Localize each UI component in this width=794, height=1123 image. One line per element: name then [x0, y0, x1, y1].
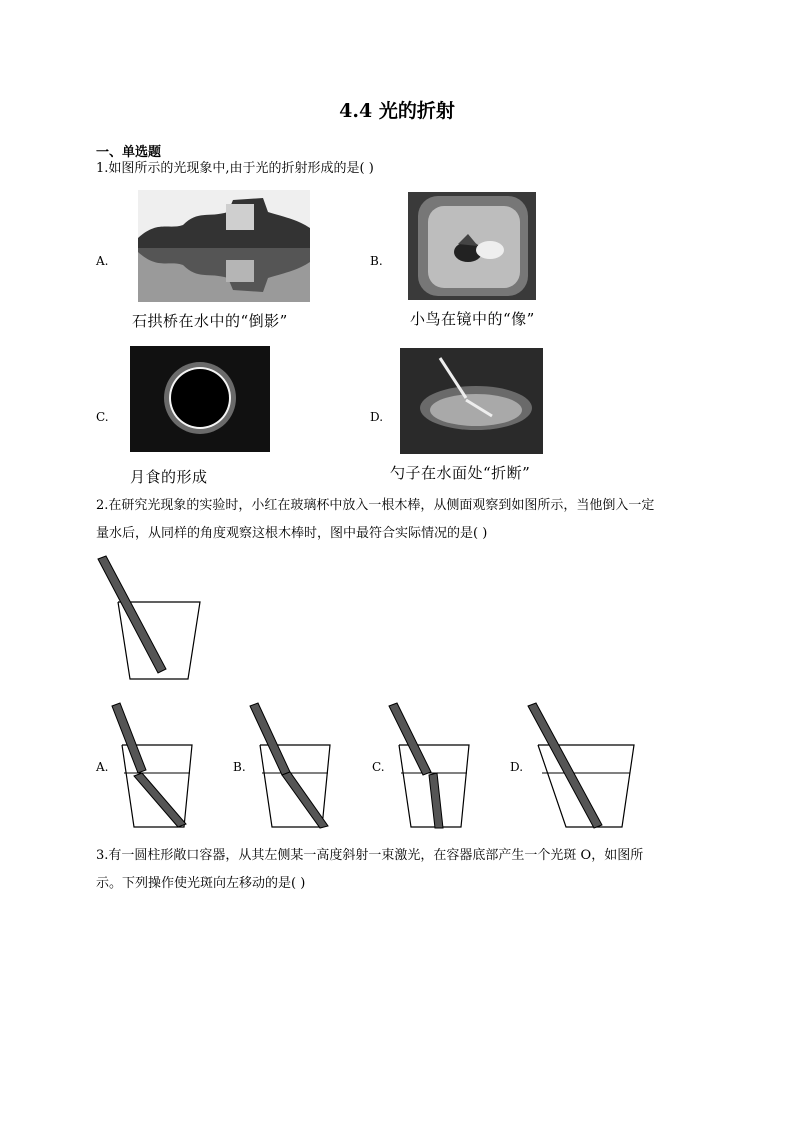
q1-option-d-letter: D.	[370, 410, 384, 424]
q2-figure-d	[522, 700, 637, 830]
q1-image-d-spoon	[400, 348, 543, 454]
section-heading: 一、单选题	[96, 145, 162, 160]
q3-stem-line-2: 示。下列操作使光斑向左移动的是( )	[96, 876, 306, 891]
q1-option-b-letter: B.	[370, 254, 383, 268]
q1-image-a-reflection	[138, 190, 310, 302]
q2-option-d-letter: D.	[510, 760, 524, 774]
q1-caption-d: 勺子在水面处“折断”	[390, 464, 531, 482]
q1-stem: 1.如图所示的光现象中,由于光的折射形成的是( )	[96, 161, 374, 176]
q1-caption-c: 月食的形成	[130, 468, 208, 486]
q2-figure-a	[108, 700, 198, 830]
page-title: 4.4 光的折射	[339, 100, 455, 122]
q2-reference-figure	[92, 555, 212, 685]
q2-option-a-letter: A.	[96, 760, 109, 774]
q1-option-c-letter: C.	[96, 410, 109, 424]
q2-stem-line-2: 量水后，从同样的角度观察这根木棒时，图中最符合实际情况的是( )	[96, 526, 488, 541]
q1-image-b-mirror	[408, 192, 536, 300]
q2-option-c-letter: C.	[372, 760, 385, 774]
q2-figure-b	[246, 700, 336, 830]
q1-caption-a: 石拱桥在水中的“倒影”	[132, 312, 288, 330]
q2-figure-c	[385, 700, 475, 830]
q3-stem-line-1: 3.有一圆柱形敞口容器，从其左侧某一高度斜射一束激光，在容器底部产生一个光斑 O，如图所	[96, 848, 644, 863]
q2-stem-line-1: 2.在研究光现象的实验时，小红在玻璃杯中放入一根木棒，从侧面观察到如图所示，当他倒入一定	[96, 498, 655, 513]
q1-caption-b: 小鸟在镜中的“像”	[410, 310, 535, 328]
q2-option-b-letter: B.	[233, 760, 246, 774]
q1-option-a-letter: A.	[96, 254, 109, 268]
q1-image-c-eclipse	[130, 346, 270, 452]
